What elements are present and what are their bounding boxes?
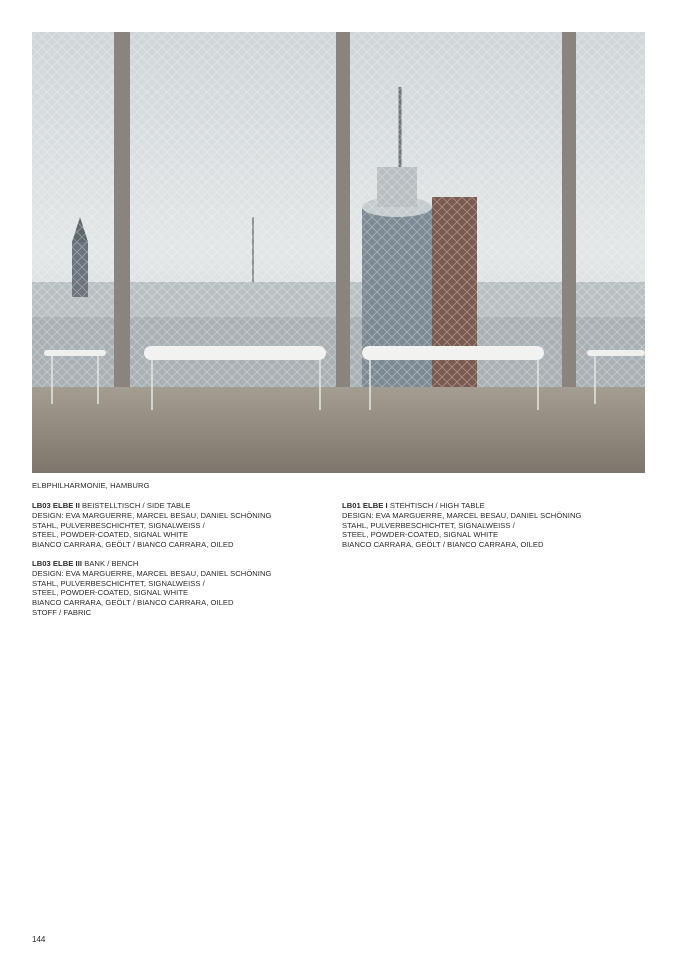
product-detail: BIANCO CARRARA, GEÖLT / BIANCO CARRARA, OILED bbox=[32, 540, 234, 550]
product-name: STEHTISCH / HIGH TABLE bbox=[389, 501, 485, 510]
product-detail: STOFF / FABRIC bbox=[32, 607, 92, 617]
photo-caption: ELBPHILHARMONIE, HAMBURG bbox=[32, 481, 150, 490]
product-detail: DESIGN: EVA MARGUERRE, MARCEL BESAU, DANIEL SCHÖNING bbox=[32, 568, 272, 578]
interior-city-view-image bbox=[32, 32, 645, 473]
product-detail: STEEL, POWDER-COATED, SIGNAL WHITE bbox=[32, 530, 189, 540]
product-detail: DESIGN: EVA MARGUERRE, MARCEL BESAU, DANIEL SCHÖNING bbox=[32, 510, 272, 520]
product-detail: STEEL, POWDER-COATED, SIGNAL WHITE bbox=[342, 530, 499, 540]
product-detail: STAHL, PULVERBESCHICHTET, SIGNALWEISS / bbox=[32, 520, 205, 530]
product-detail: STAHL, PULVERBESCHICHTET, SIGNALWEISS / bbox=[32, 578, 205, 588]
product-entry-elbe-ii bbox=[32, 501, 332, 550]
product-code: LB03 ELBE III bbox=[32, 558, 83, 568]
product-name: BEISTELLTISCH / SIDE TABLE bbox=[82, 501, 191, 510]
product-column-left bbox=[32, 501, 332, 627]
product-detail: DESIGN: EVA MARGUERRE, MARCEL BESAU, DANIEL SCHÖNING bbox=[342, 510, 582, 520]
product-column-right bbox=[342, 501, 642, 559]
product-code: LB03 ELBE II bbox=[32, 501, 80, 510]
product-title bbox=[32, 559, 332, 569]
product-code: LB01 ELBE I bbox=[342, 501, 388, 510]
product-title bbox=[342, 501, 642, 511]
product-entry-elbe-iii bbox=[32, 559, 332, 618]
product-name: BANK / BENCH bbox=[84, 558, 139, 568]
product-entry-elbe-i bbox=[342, 501, 642, 550]
product-title bbox=[32, 501, 332, 511]
product-detail: STAHL, PULVERBESCHICHTET, SIGNALWEISS / bbox=[342, 520, 515, 530]
product-detail: BIANCO CARRARA, GEÖLT / BIANCO CARRARA, OILED bbox=[342, 540, 544, 550]
product-detail: STEEL, POWDER-COATED, SIGNAL WHITE bbox=[32, 588, 189, 598]
page-number: 144 bbox=[32, 935, 46, 944]
product-detail: BIANCO CARRARA, GEÖLT / BIANCO CARRARA, OILED bbox=[32, 598, 234, 608]
hero-photo bbox=[32, 32, 645, 473]
